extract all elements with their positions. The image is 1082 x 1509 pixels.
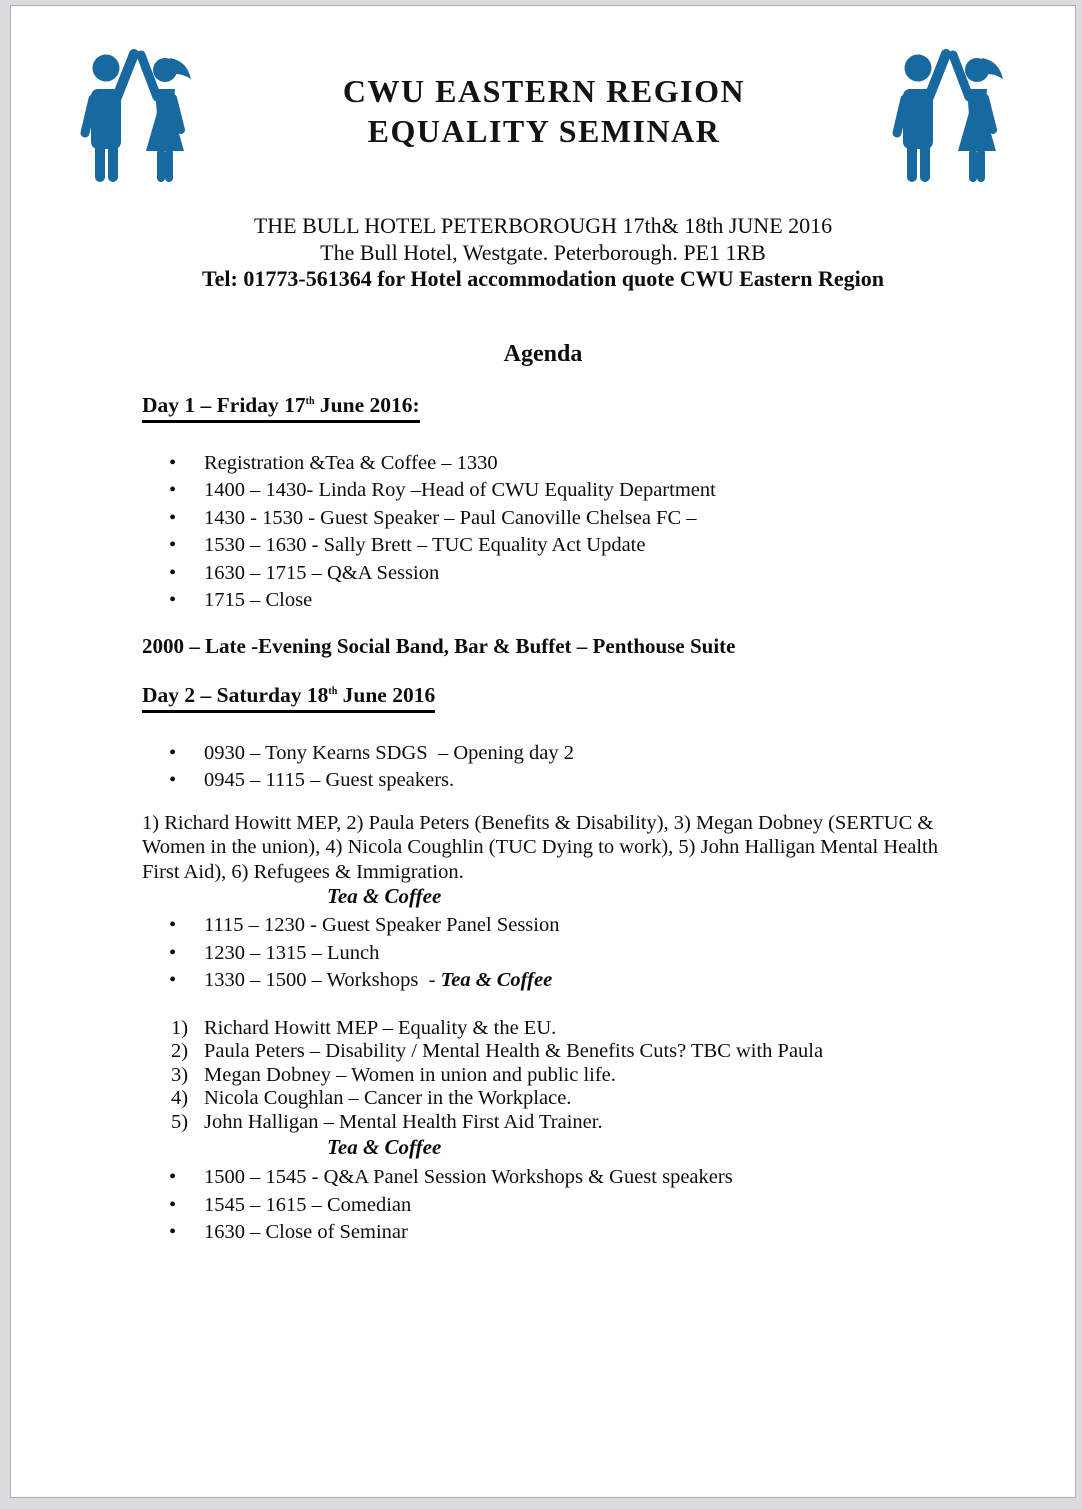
day1-heading <box>142 391 947 423</box>
evening-social-line: 2000 – Late -Evening Social Band, Bar & Buffet – Penthouse Suite <box>142 633 736 658</box>
agenda-item <box>142 940 947 968</box>
agenda-item <box>142 767 947 795</box>
document-page <box>10 5 1076 1498</box>
workshop-text: Richard Howitt MEP – Equality & the EU. <box>204 1016 557 1039</box>
tea-coffee-heading: Tea & Coffee <box>327 1135 442 1159</box>
title-line-2: EQUALITY SEMINAR <box>367 113 721 149</box>
day2-heading-ordinal: th <box>328 685 338 697</box>
guest-speakers-paragraph: 1) Richard Howitt MEP, 2) Paula Peters (Benefits & Disability), 3) Megan Dobney (SERTUC & Women in the union), 4) Nicola Coughlin (TUC Dying to work), 5) John Halligan Mental Health First Aid), 6) Refugees & Immigration. <box>142 811 939 883</box>
document-title <box>203 45 885 151</box>
man-woman-high-five-icon <box>73 45 203 187</box>
workshop-text: Megan Dobney – Women in union and public life. <box>204 1063 616 1086</box>
agenda-item-text: 1630 – Close of Seminar <box>204 1221 408 1243</box>
tea-coffee-heading: Tea & Coffee <box>327 884 442 908</box>
day1-heading-text-end: June 2016: <box>314 392 420 417</box>
agenda-item <box>142 477 947 505</box>
agenda-item <box>142 532 947 560</box>
day2-heading <box>142 681 947 713</box>
agenda-body <box>11 391 1075 1247</box>
workshop-item <box>142 1040 947 1064</box>
day2-midday-list <box>142 912 947 995</box>
agenda-item <box>142 1192 947 1220</box>
venue-line-1: THE BULL HOTEL PETERBOROUGH 17th& 18th JUNE 2016 <box>253 213 833 238</box>
agenda-item-text: 1530 – 1630 - Sally Brett – TUC Equality Act Update <box>204 534 646 556</box>
agenda-item-text: 1715 – Close <box>204 589 313 611</box>
workshops-list <box>142 1017 947 1135</box>
workshop-text: Paula Peters – Disability / Mental Health & Benefits Cuts? TBC with Paula <box>204 1040 824 1062</box>
title-line-1: CWU EASTERN REGION <box>342 73 746 109</box>
day2-afternoon-list <box>142 1164 947 1247</box>
workshop-number: 2) <box>171 1040 189 1062</box>
day2-morning-list <box>142 740 947 795</box>
agenda-item-text: 1630 – 1715 – Q&A Session <box>204 561 440 584</box>
workshop-number: 5) <box>171 1110 189 1133</box>
agenda-item <box>142 1164 947 1192</box>
agenda-item-text: 1430 - 1530 - Guest Speaker – Paul Canoville Chelsea FC – <box>204 506 697 529</box>
day2-heading-text-end: June 2016 <box>337 682 436 707</box>
document-header <box>11 45 1075 187</box>
day2-heading-text: Day 2 – Saturday 18 <box>142 682 329 707</box>
agenda-item-text: 1545 – 1615 – Comedian <box>204 1193 412 1216</box>
agenda-item <box>142 912 947 940</box>
agenda-item-text: 1500 – 1545 - Q&A Panel Session Workshops & Guest speakers <box>204 1166 733 1188</box>
agenda-item <box>142 560 947 588</box>
workshop-text: John Halligan – Mental Health First Aid Trainer. <box>204 1110 603 1133</box>
day1-agenda-list <box>142 450 947 615</box>
day1-heading-ordinal: th <box>305 395 315 407</box>
agenda-item <box>142 1219 947 1247</box>
agenda-item-text: Registration &Tea & Coffee – 1330 <box>204 451 498 474</box>
agenda-item-text: 1330 – 1500 – Workshops - <box>204 969 441 991</box>
agenda-item-text: 1115 – 1230 - Guest Speaker Panel Session <box>204 914 560 936</box>
workshop-number: 1) <box>171 1016 189 1039</box>
agenda-heading: Agenda <box>503 340 583 367</box>
man-woman-high-five-icon <box>885 45 1015 187</box>
agenda-item-text: 0945 – 1115 – Guest speakers. <box>204 769 455 791</box>
workshop-item <box>142 1111 947 1135</box>
workshop-item <box>142 1064 947 1088</box>
agenda-item-text: 1400 – 1430- Linda Roy –Head of CWU Equality Department <box>204 479 716 501</box>
workshop-item <box>142 1017 947 1041</box>
agenda-item <box>142 740 947 768</box>
venue-line-2: The Bull Hotel, Westgate. Peterborough. PE1 1RB <box>320 239 766 265</box>
agenda-item <box>142 505 947 533</box>
workshop-number: 3) <box>171 1063 189 1086</box>
agenda-item-text: 0930 – Tony Kearns SDGS – Opening day 2 <box>204 741 575 764</box>
agenda-item-emphasis: Tea & Coffee <box>440 969 553 991</box>
agenda-item <box>142 967 947 995</box>
day1-heading-text: Day 1 – Friday 17 <box>142 392 306 417</box>
venue-block <box>11 213 1075 293</box>
agenda-item <box>142 587 947 615</box>
workshop-text: Nicola Coughlan – Cancer in the Workplace. <box>204 1087 572 1109</box>
agenda-item <box>142 450 947 478</box>
workshop-number: 4) <box>171 1087 189 1109</box>
workshop-item <box>142 1087 947 1111</box>
agenda-item-text: 1230 – 1315 – Lunch <box>204 941 380 964</box>
venue-tel-line: Tel: 01773-561364 for Hotel accommodation quote CWU Eastern Region <box>202 266 884 291</box>
